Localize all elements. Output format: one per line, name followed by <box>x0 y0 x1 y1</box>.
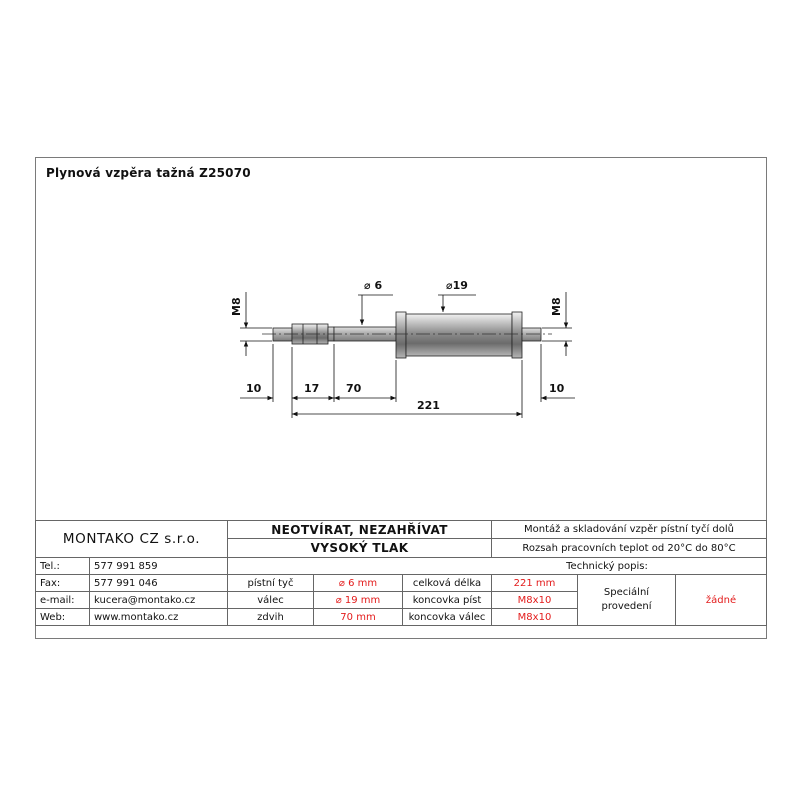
temperature-note: Rozsah pracovních teplot od 20°C do 80°C <box>491 538 767 558</box>
tech-description-header: Technický popis: <box>227 557 767 575</box>
warning-high-pressure: VYSOKÝ TLAK <box>227 538 492 558</box>
spec-value-piston-end: M8x10 <box>491 591 578 609</box>
spec-label-cylinder: válec <box>227 591 314 609</box>
contact-label-fax: Fax: <box>35 574 90 592</box>
spec-label-piston-end: koncovka píst <box>402 591 492 609</box>
cylinder-cap-right <box>512 312 522 358</box>
contact-value-tel: 577 991 859 <box>89 557 228 575</box>
special-version-value: žádné <box>675 574 767 626</box>
mounting-note: Montáž a skladování vzpěr pístní tyčí dolů <box>491 520 767 539</box>
spec-value-rod: ⌀ 6 mm <box>313 574 403 592</box>
dim-thread-left <box>240 292 272 356</box>
label-rod-diameter: ⌀ 6 <box>364 279 383 292</box>
label-cylinder-diameter: ⌀19 <box>446 279 468 292</box>
contact-value-fax: 577 991 046 <box>89 574 228 592</box>
spec-label-total-length: celková délka <box>402 574 492 592</box>
cylinder-cap-left <box>396 312 406 358</box>
special-version-label: Speciální provedení <box>577 574 676 626</box>
spec-value-cylinder-end: M8x10 <box>491 608 578 626</box>
label-dim-70: 70 <box>346 382 362 395</box>
left-thread-end <box>273 328 292 341</box>
spec-label-stroke: zdvih <box>227 608 314 626</box>
label-dim-end-left: 10 <box>246 382 262 395</box>
label-dim-end-right: 10 <box>549 382 565 395</box>
gas-strut <box>273 312 541 358</box>
label-thread-right: M8 <box>550 297 563 316</box>
spec-value-total-length: 221 mm <box>491 574 578 592</box>
right-thread-end <box>522 328 541 341</box>
spec-label-cylinder-end: koncovka válec <box>402 608 492 626</box>
drawing-title: Plynová vzpěra tažná Z25070 <box>46 166 251 180</box>
contact-label-web: Web: <box>35 608 90 626</box>
spec-value-cylinder: ⌀ 19 mm <box>313 591 403 609</box>
contact-label-email: e-mail: <box>35 591 90 609</box>
label-thread-left: M8 <box>230 297 243 316</box>
dim-cylinder-diameter <box>438 295 476 312</box>
dim-rod-diameter <box>358 295 393 325</box>
cylinder-body <box>406 314 512 356</box>
warning-no-open: NEOTVÍRAT, NEZAHŘÍVAT <box>227 520 492 539</box>
piston-rod <box>334 327 396 341</box>
contact-label-tel: Tel.: <box>35 557 90 575</box>
label-dim-221: 221 <box>417 399 440 412</box>
label-dim-17: 17 <box>304 382 320 395</box>
spec-value-stroke: 70 mm <box>313 608 403 626</box>
company-name: MONTAKO CZ s.r.o. <box>35 520 228 558</box>
contact-value-web[interactable]: www.montako.cz <box>89 608 228 626</box>
contact-value-email[interactable]: kucera@montako.cz <box>89 591 228 609</box>
spec-label-rod: pístní tyč <box>227 574 314 592</box>
